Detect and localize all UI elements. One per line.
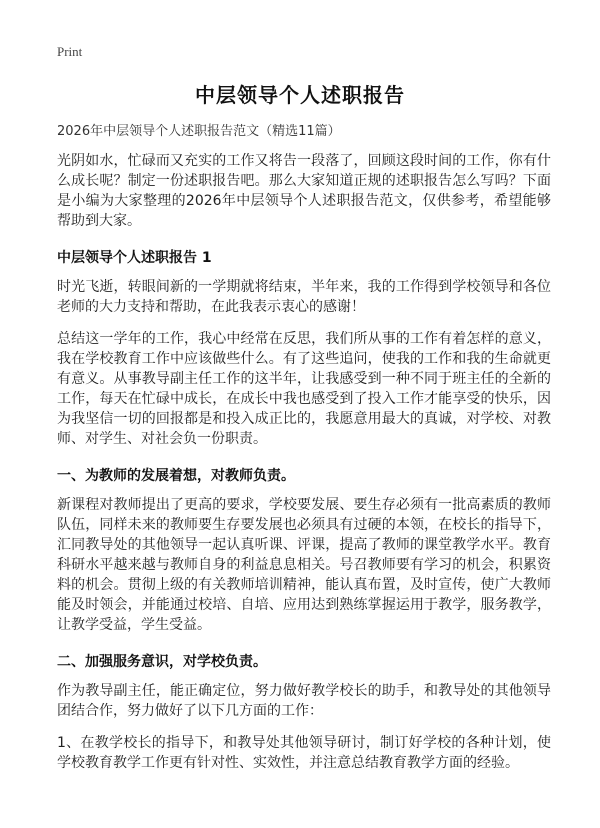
intro-paragraph: 光阴如水，忙碌而又充实的工作又将告一段落了，回顾这段时间的工作，你有什么成长呢？制定一份述职报告吧。那么大家知道正规的述职报告怎么写吗？下面是小编为大家整理的2026年中层领导个人述职报告范文，仅供参考，希望能够帮助到大家。 bbox=[57, 153, 551, 229]
paragraph-4: 作为教导副主任，能正确定位，努力做好教学校长的助手，和教导处的其他领导团结合作，努力做好了以下几方面的工作： bbox=[57, 683, 551, 719]
print-link[interactable]: Print bbox=[57, 44, 83, 59]
document-body bbox=[57, 120, 551, 785]
document-subtitle: 2026年中层领导个人述职报告范文（精选11篇） bbox=[57, 124, 341, 139]
subheading-service: 二、加强服务意识，对学校负责。 bbox=[57, 654, 267, 670]
paragraph-3: 新课程对教师提出了更高的要求，学校要发展、要生存必须有一批高素质的教师队伍，同样未来的教师要生存要发展也必须具有过硬的本领，在校长的指导下，汇同教导处的其他领导一起认真听课、评课，提高了教师的课堂教学水平。教育科研水平越来越与教师自身的利益息息相关。号召教师要有学习的机会，积累资料的机会。贯彻上级的有关教师培训精神，能认真布置，及时宣传，使广大教师能及时领会，并能通过校培、自培、应用达到熟练掌握运用于教学，服务教学，让教学受益，学生受益。 bbox=[57, 497, 551, 633]
section-heading: 中层领导个人述职报告 1 bbox=[57, 250, 212, 266]
subheading-teachers: 一、为教师的发展着想，对教师负责。 bbox=[57, 468, 295, 484]
page-title: 中层领导个人述职报告 bbox=[195, 83, 405, 107]
paragraph-2: 总结这一学年的工作，我心中经常在反思，我们所从事的工作有着怎样的意义，我在学校教育工作中应该做些什么。有了这些追问，使我的工作和我的生命就更有意义。从事教导副主任工作的这半年，让我感受到一种不同于班主任的全新的工作，每天在忙碌中成长，在成长中我也感受到了投入工作才能享受的快乐，因为我坚信一切的回报都是和投入成正比的，我愿意用最大的真诚，对学校、对教师、对学生、对社会负一份职责。 bbox=[57, 331, 551, 447]
paragraph-1: 时光飞逝，转眼间新的一学期就将结束，半年来，我的工作得到学校领导和各位老师的大力支持和帮助，在此我表示衷心的感谢！ bbox=[57, 279, 551, 315]
paragraph-5: 1、在教学校长的指导下，和教导处其他领导研讨，制订好学校的各种计划，使学校教育教学工作更有针对性、实效性，并注意总结教育教学方面的经验。 bbox=[57, 735, 551, 771]
